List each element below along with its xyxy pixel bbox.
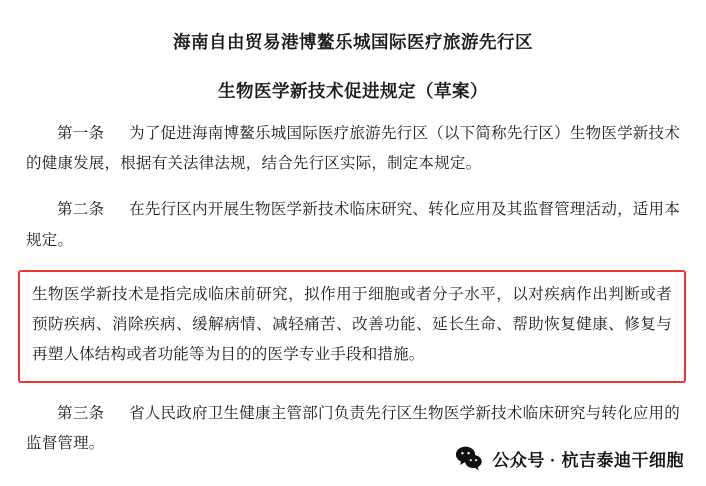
- article-text-1: 为了促进海南博鳌乐城国际医疗旅游先行区（以下简称先行区）生物医学新技术的健康发展，根据有关法律法规，结合先行区实际，制定本规定。: [26, 125, 680, 173]
- brand-label: 公众号 · 杭吉泰迪干细胞: [492, 450, 684, 470]
- wechat-official-account-icon: [455, 444, 483, 472]
- article-paragraph-2: [26, 195, 680, 255]
- footer-brand: [455, 444, 684, 472]
- article-paragraph-1: [26, 119, 680, 179]
- document-title-line-2: 生物医学新技术促进规定（草案）: [218, 80, 488, 101]
- highlighted-definition-box: [18, 270, 686, 383]
- document-title-line-1: 海南自由贸易港博鳌乐城国际医疗旅游先行区: [173, 32, 533, 52]
- highlight-text: 生物医学新技术是指完成临床前研究，拟作用于细胞或者分子水平，以对疾病作出判断或者预防疾病、消除疾病、缓解病情、减轻痛苦、改善功能、延长生命、帮助恢复健康、修复与再塑人体结构或者功能等为目的的医学专业手段和措施。: [32, 285, 672, 364]
- article-label-2: 第二条: [57, 201, 105, 219]
- article-label-1: 第一条: [57, 125, 105, 142]
- article-text-3: 省人民政府卫生健康主管部门负责先行区生物医学新技术临床研究与转化应用的监督管理。: [26, 404, 680, 452]
- article-label-3: 第三条: [57, 404, 105, 422]
- article-text-2: 在先行区内开展生物医学新技术临床研究、转化应用及其监督管理活动，适用本规定。: [26, 201, 680, 249]
